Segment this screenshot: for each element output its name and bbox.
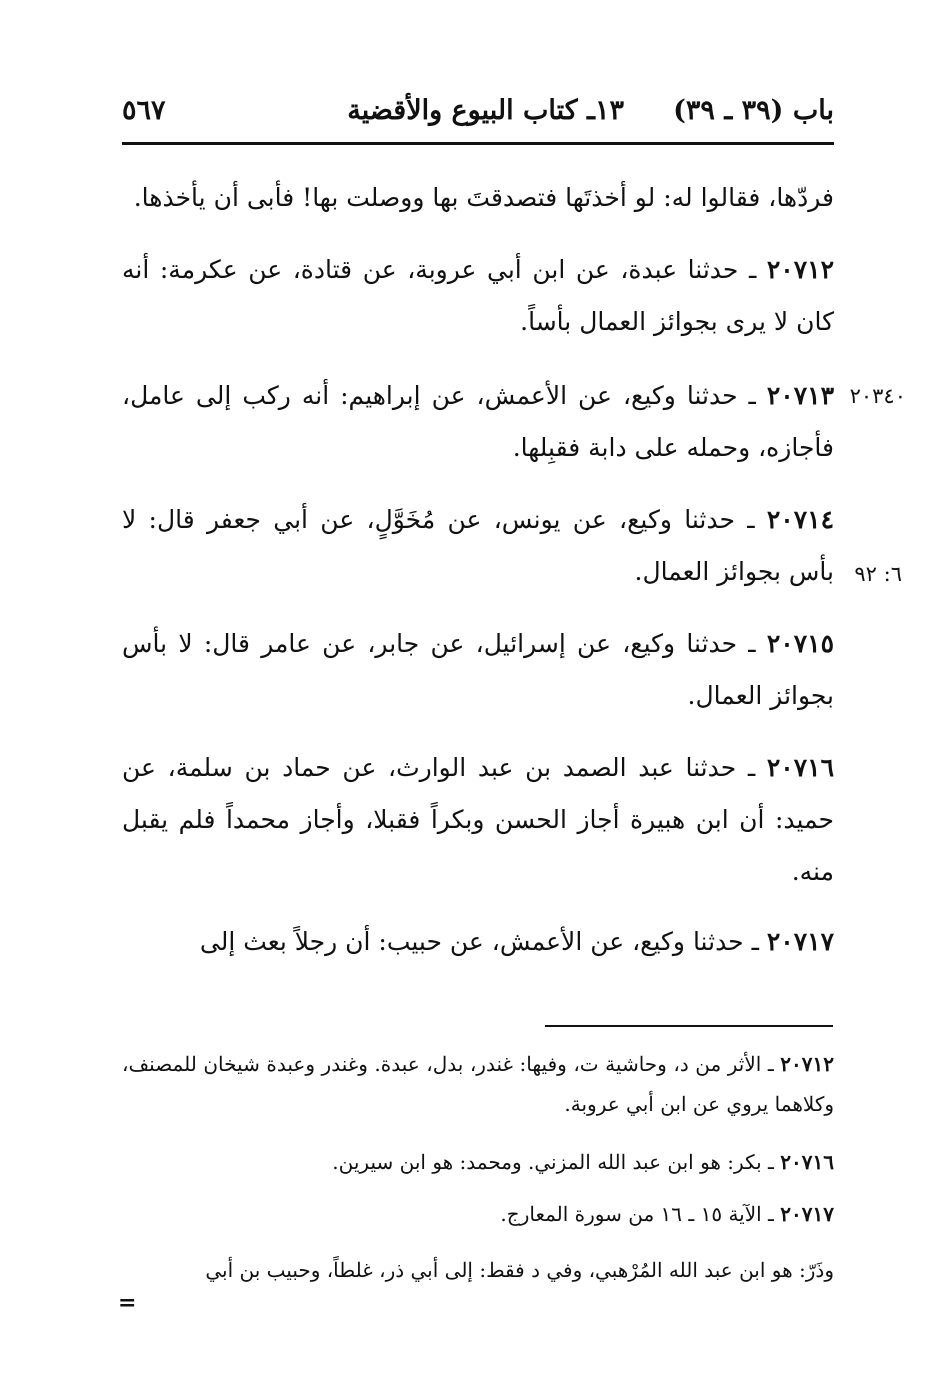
footnote-20717 — [122, 1194, 834, 1234]
margin-note-volume-page: ٦: ٩٢ — [854, 562, 902, 586]
paragraph-text: ـ حدثنا وكيع، عن يونس، عن مُخَوَّلٍ، عن أبي جعفر قال: لا بأس بجوائز العمال. — [122, 505, 834, 586]
footnote-20712 — [122, 1044, 834, 1124]
paragraph-20713 — [122, 370, 834, 474]
paragraph-text: ـ حدثنا عبدة، عن ابن أبي عروبة، عن قتادة، عن عكرمة: أنه كان لا يرى بجوائز العمال بأساً. — [122, 255, 834, 336]
paragraph-20715 — [122, 618, 834, 722]
paragraph-text: ـ حدثنا عبد الصمد بن عبد الوارث، عن حماد بن سلمة، عن حميد: أن ابن هبيرة أجاز الحسن وبكراً فقبلا، وأجاز محمداً فلم يقبل منه. — [122, 753, 834, 886]
paragraph-number: ٢٠٧١٤ — [766, 505, 834, 534]
footnote-number: ٢٠٧١٧ — [780, 1202, 834, 1226]
paragraph-text: ـ حدثنا وكيع، عن الأعمش، عن إبراهيم: أنه ركب إلى عامل، فأجازه، وحمله على دابة فقبِلها. — [122, 381, 834, 462]
paragraph-20717 — [122, 916, 834, 968]
page-header — [122, 95, 834, 139]
footnote-number: ٢٠٧١٦ — [780, 1150, 834, 1174]
footnote-text: ـ بكر: هو ابن عبد الله المزني. ومحمد: هو ابن سيرين. — [332, 1150, 781, 1174]
paragraph-number: ٢٠٧١٧ — [766, 927, 834, 956]
footnote-20716 — [122, 1142, 834, 1182]
paragraph-number: ٢٠٧١٢ — [766, 255, 834, 284]
footnote-dharr — [122, 1250, 834, 1290]
footnote-rule — [545, 1025, 833, 1027]
paragraph-text: فردّها، فقالوا له: لو أخذتَها فتصدقتَ بها ووصلت بها! فأبى أن يأخذها. — [133, 183, 834, 212]
header-section: باب (٣٩ ـ ٣٩) — [673, 95, 834, 126]
footnote-text: ـ الآية ١٥ ـ ١٦ من سورة المعارج. — [500, 1202, 781, 1226]
footnote-text: ـ الأثر من د، وحاشية ت، وفيها: غندر، بدل، عبدة. وغندر وعبدة شيخان للمصنف، وكلاهما يروي عن ابن أبي عروبة. — [122, 1052, 834, 1116]
paragraph-20712 — [122, 244, 834, 348]
footnote-number: ٢٠٧١٢ — [780, 1052, 834, 1076]
margin-note-reference: ٢٠٣٤٠ — [849, 384, 906, 408]
paragraph-text: ـ حدثنا وكيع، عن إسرائيل، عن جابر، عن عامر قال: لا بأس بجوائز العمال. — [122, 629, 834, 710]
paragraph-continuation — [122, 172, 834, 224]
paragraph-number: ٢٠٧١٥ — [766, 629, 834, 658]
footnote-text: وذَرّ: هو ابن عبد الله المُرْهبي، وفي د فقط: إلى أبي ذر، غلطاً، وحبيب بن أبي — [205, 1258, 834, 1282]
paragraph-text: ـ حدثنا وكيع، عن الأعمش، عن حبيب: أن رجلاً بعث إلى — [199, 927, 767, 956]
paragraph-number: ٢٠٧١٦ — [766, 753, 834, 782]
paragraph-number: ٢٠٧١٣ — [766, 381, 834, 410]
header-book-title: ١٣ـ كتاب البيوع والأقضية — [347, 95, 624, 126]
footnote-continuation-mark: = — [118, 1290, 137, 1316]
header-page-number: ٥٦٧ — [122, 95, 166, 126]
paragraph-20714 — [122, 494, 834, 598]
paragraph-20716 — [122, 742, 834, 898]
header-rule — [122, 142, 834, 145]
